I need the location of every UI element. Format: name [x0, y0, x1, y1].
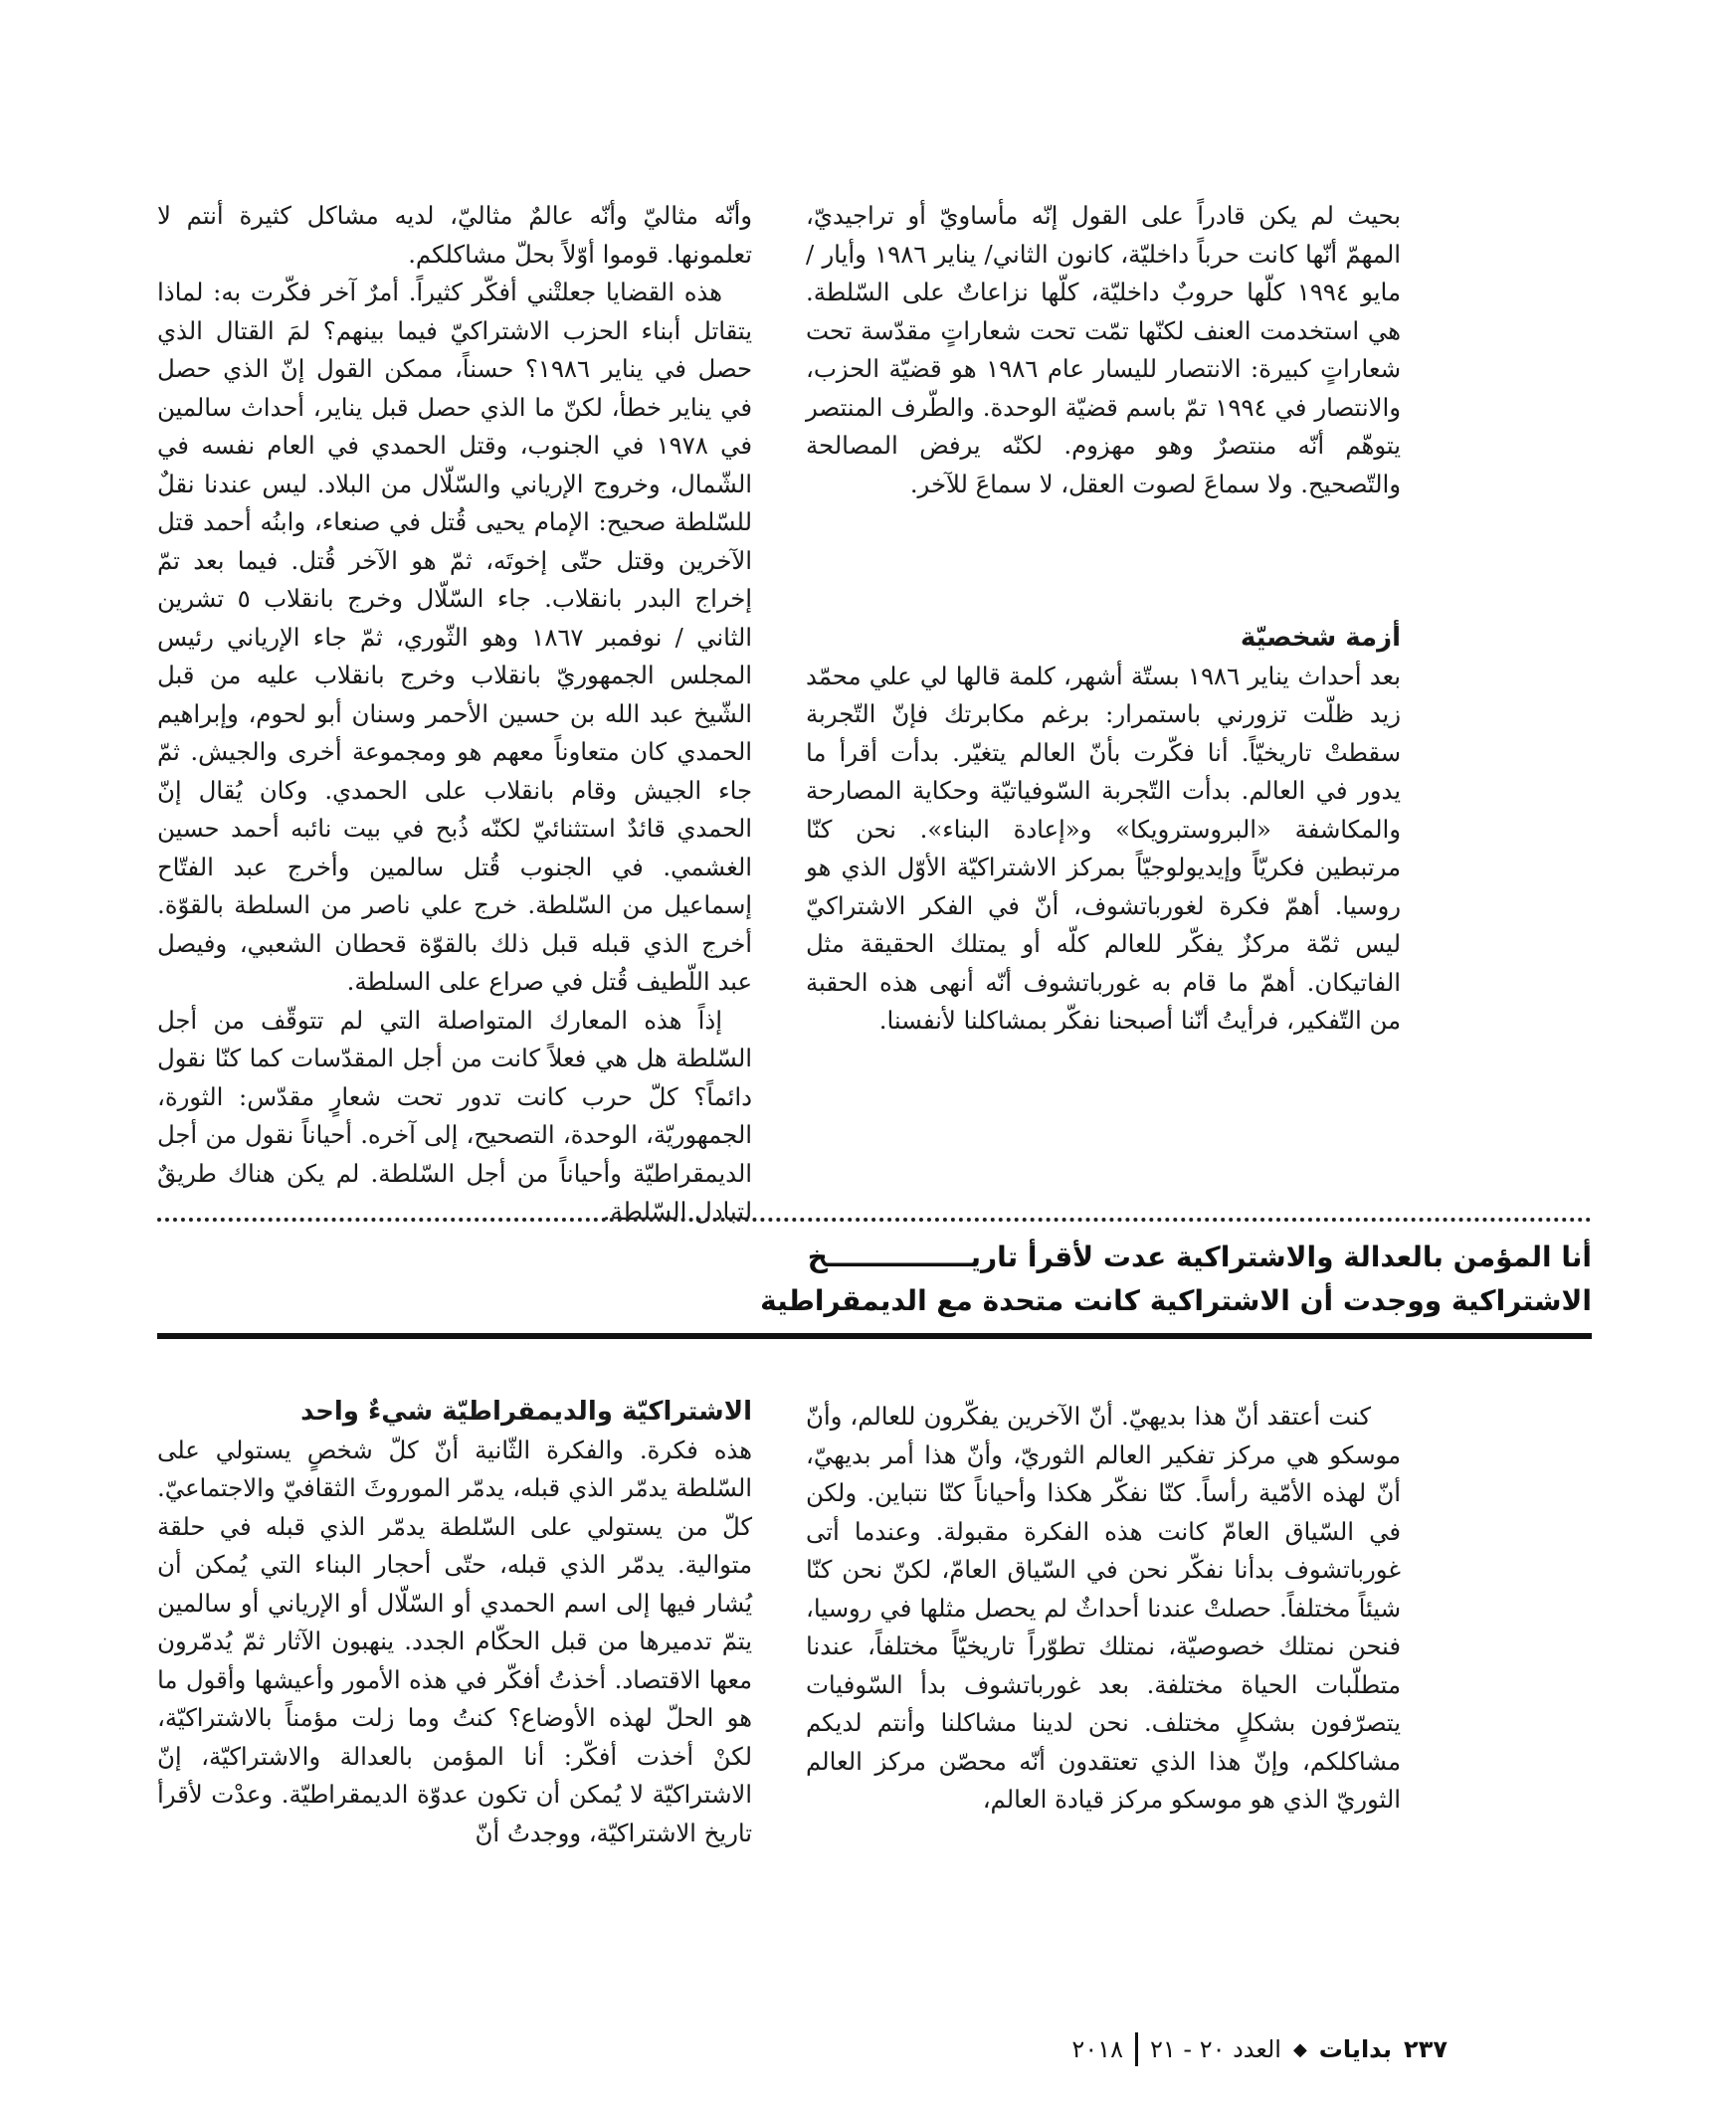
pull-quote-line-2: الاشتراكية ووجدت أن الاشتراكية كانت متحدة مع الديمقراطية: [760, 1284, 1592, 1317]
right-column-top: [806, 197, 1401, 503]
paragraph: هذه فكرة. والفكرة الثّانية أنّ كلّ شخصٍ يستولي على السّلطة يدمّر الذي قبله، يدمّر الموروثَ الثقافيّ والاجتماعيّ. كلّ من يستولي على السّلطة يدمّر الذي قبله في حلقة متوالية. يدمّر الذي قبله، حتّى أحجار البناء التي يُمكن أن يُشار فيها إلى اسم الحمدي أو السّلّال أو الإرياني أو سالمين يتمّ تدميرها من قبل الحكّام الجدد. ينهبون الآثار ثمّ يُدمّرون معها الاقتصاد. أخذتُ أفكّر في هذه الأمور وأعيشها وأقول ما هو الحلّ لهذه الأوضاع؟ كنتُ وما زلت مؤمناً بالاشتراكيّة، لكنْ أخذت أفكّر: أنا المؤمن بالعدالة والاشتراكيّة، إنّ الاشتراكيّة لا يُمكن أن تكون عدوّة الديمقراطيّة. وعدْت لأقرأ تاريخ الاشتراكيّة، ووجدتُ أنّ: [157, 1435, 752, 1847]
journal-name: بدايات: [1318, 2035, 1393, 2063]
pull-quote-line-1: أنا المؤمن بالعدالة والاشتراكية عدت لأقرأ تاريـــــــــــــــخ: [807, 1241, 1592, 1273]
paragraph: إذاً هذه المعارك المتواصلة التي لم تتوقّف من أجل السّلطة هل هي فعلاً كانت من أجل المقدّسات كما كنّا نقول دائماً؟ كلّ حرب كانت تدور تحت شعارٍ مقدّس: الثورة، الجمهوريّة، الوحدة، التصحيح، إلى آخره. أحياناً نقول من أجل الديمقراطيّة وأحياناً من أجل السّلطة. لم يكن هناك طريقٌ لتبادل السّلطة.: [157, 1005, 752, 1226]
issue-year: ٢٠١٨: [1071, 2035, 1123, 2063]
dotted-divider: [157, 1218, 1592, 1222]
section-heading: أزمة شخصيّة: [1240, 623, 1401, 653]
page-footer: [1071, 2031, 1447, 2067]
paragraph: بعد أحداث يناير ١٩٨٦ بستّة أشهر، كلمة قالها لي علي محمّد زيد ظلّت تزورني باستمرار: برغم مكابرتك فإنّ التّجربة سقطتْ تاريخيّاً. أنا فكّرت بأنّ العالم يتغيّر. بدأت أقرأ ما يدور في العالم. بدأت التّجربة السّوفياتيّة وحكاية المصارحة والمكاشفة «البروسترويكا» و«إعادة البناء». نحن كنّا مرتبطين فكريّاً وإيديولوجيّاً بمركز الاشتراكيّة الأوّل الذي هو روسيا. أهمّ فكرة لغورباتشوف، أنّ في الفكر الاشتراكيّ ليس ثمّة مركزٌ يفكّر للعالم كلّه أو يمتلك الحقيقة مثل الفاتيكان. أهمّ ما قام به غورباتشوف أنّه أنهى هذه الحقبة من التّفكير، فرأيتُ أنّنا أصبحنا نفكّر بمشاكلنا لأنفسنا.: [806, 661, 1401, 1035]
pull-quote: [157, 1218, 1592, 1339]
issue-number: العدد ٢٠ - ٢١: [1149, 2035, 1281, 2063]
left-column-socialism-section: [157, 1393, 752, 1852]
right-column-crisis-section: [806, 619, 1401, 1041]
paragraph: وأنّه مثاليّ وأنّه عالمٌ مثاليّ، لديه مشاكل كثيرة أنتم لا تعلمونها. قوموا أوّلاً بحلّ مشاكلكم.: [157, 201, 752, 269]
page-number: ٢٣٧: [1404, 2035, 1447, 2063]
section-heading: الاشتراكيّة والديمقراطيّة شيءٌ واحد: [300, 1397, 752, 1427]
pull-quote-bar: [157, 1333, 1592, 1339]
paragraph: بحيث لم يكن قادراً على القول إنّه مأساويّ أو تراجيديّ، المهمّ أنّها كانت حرباً داخليّة، كانون الثاني/ يناير ١٩٨٦ وأيار / مايو ١٩٩٤ كلّها حروبٌ داخليّة، كلّها نزاعاتٌ على السّلطة. هي استخدمت العنف لكنّها تمّت تحت شعاراتٍ مقدّسة تحت شعاراتٍ كبيرة: الانتصار لليسار عام ١٩٨٦ هو قضيّة الحزب، والانتصار في ١٩٩٤ تمّ باسم قضيّة الوحدة. والطّرف المنتصر يتوهّم أنّه منتصرٌ وهو مهزوم. لكنّه يرفض المصالحة والتّصحيح. ولا سماعَ لصوت العقل، لا سماعَ للآخر.: [806, 201, 1402, 498]
diamond-icon: ◆: [1292, 2038, 1307, 2060]
right-column-bottom: [806, 1398, 1401, 1820]
left-column: [157, 197, 752, 1232]
paragraph: هذه القضايا جعلتْني أفكّر كثيراً. أمرٌ آخر فكّرت به: لماذا يتقاتل أبناء الحزب الاشتراكيّ فيما بينهم؟ لمَ القتال الذي حصل في يناير ١٩٨٦؟ حسناً، ممكن القول إنّ الذي حصل في يناير خطأ، لكنّ ما الذي حصل قبل يناير، أحداث سالمين في ١٩٧٨ في الجنوب، وقتل الحمدي في العام نفسه في الشّمال، وخروج الإرياني والسّلّال من البلاد. ليس عندنا نقلٌ للسّلطة صحيح: الإمام يحيى قُتل في صنعاء، وابنُه أحمد قتل الآخرين وقتل حتّى إخوتَه، ثمّ هو الآخر قُتل. فيما بعد تمّ إخراج البدر بانقلاب. جاء السّلّال وخرج بانقلاب ٥ تشرين الثاني / نوفمبر ١٨٦٧ وهو الثّوري، ثمّ جاء الإرياني رئيس المجلس الجمهوريّ بانقلاب وخرج بانقلاب عليه من قبل الشّيخ عبد الله بن حسين الأحمر وسنان أبو لحوم، وإبراهيم الحمدي كان متعاوناً معهم هو ومجموعة أخرى والجيش. ثمّ جاء الجيش وقام بانقلاب على الحمدي. وكان يُقال إنّ الحمدي قائدٌ استثنائيّ لكنّه ذُبح في بيت نائبه أحمد حسين الغشمي. في الجنوب قُتل سالمين وأخرج عبد الفتّاح إسماعيل من السّلطة. خرج علي ناصر من السلطة بالقوّة. أخرج الذي قبله قبل ذلك بالقوّة قحطان الشعبي، وفيصل عبد اللّطيف قُتل في صراع على السلطة.: [157, 278, 752, 996]
paragraph: كنت أعتقد أنّ هذا بديهيّ. أنّ الآخرين يفكّرون للعالم، وأنّ موسكو هي مركز تفكير العالم الثوريّ، وأنّ هذا أمر بديهيّ، أنّ لهذه الأمّية رأساً. كنّا نفكّر هكذا وأحياناً كنّا نتباين. ولكن في السّياق العامّ كانت هذه الفكرة مقبولة. وعندما أتى غورباتشوف بدأنا نفكّر نحن في السّياق العامّ، لكنّ نحن كنّا شيئاً مختلفاً. حصلتْ عندنا أحداثٌ لم يحصل مثلها في روسيا، فنحن نمتلك خصوصيّة، نمتلك تطوّراً تاريخيّاً مختلفاً، عندنا متطلّبات الحياة مختلفة. بعد غورباتشوف بدأ السّوفيات يتصرّفون بشكلٍ مختلف. نحن لدينا مشاكلنا وأنتم لديكم مشاكلكم، وإنّ هذا الذي تعتقدون أنّه محصّن مركز العالم الثوريّ الذي هو موسكو مركز قيادة العالم،: [806, 1402, 1401, 1814]
footer-divider: [1135, 2032, 1138, 2066]
